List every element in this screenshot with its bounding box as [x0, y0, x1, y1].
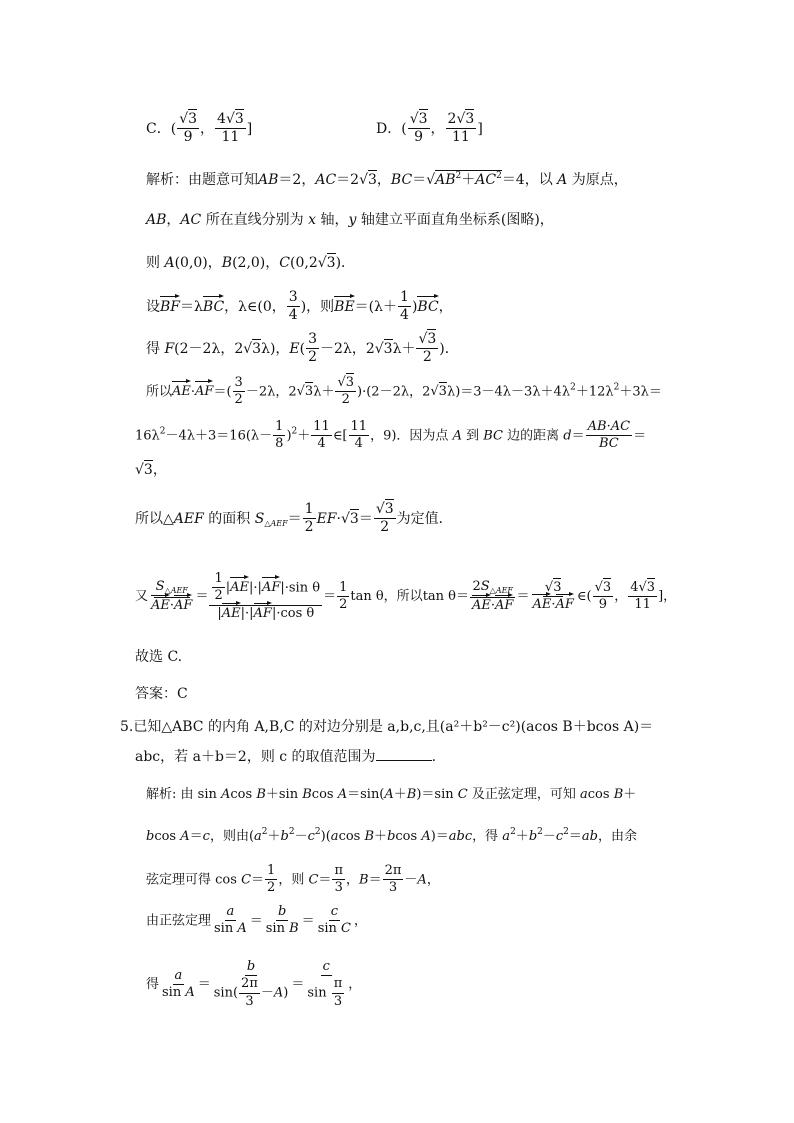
option-d-label: D．: [376, 120, 402, 137]
option-c-label: C．: [146, 120, 171, 137]
sol4-line6: 所以AE·AF＝( $\frac{3}{2}$ －2λ，2√ 3λ＋ √ $\frac{3}{2}$ )·(2－2λ，2√ $3\lambda)=3-4\lambda-3\lambda+4\lambda^2+12\lambda^2+3\lambda=$: [146, 376, 662, 408]
sol4-line4: 设BF＝λBC，λ∈(0， $\frac{3}{4}$ )，则BE＝(λ＋ $\frac{1}{4}$ )BC，: [146, 289, 453, 324]
sol4-line9: 所以△AEF 的面积 $S_{\triangle AEF}=$ $\frac{1}{2}$ EF·√ 3＝ √ $\frac{3}{2}$ 为定值．: [135, 502, 453, 536]
sol5-label: 解析:: [146, 787, 177, 802]
sol5-line4: 由正弦定理 $\frac{a}{\text{sin A}}$ ＝ $\frac{b}{\text{sin B}}$ ＝ $\frac{c}{\text{sin C}}$ ，: [146, 904, 367, 937]
sol5-line5: 得 $\frac{a}{\text{sin A}}$ ＝ b sin( $\frac{2\pi}{3}$ －A) ＝ c sin $\frac{\pi}{3}$ ，: [146, 959, 362, 1009]
sol4-line8: √ 3，: [135, 463, 167, 477]
sol5-line2: bcos A＝c，则由$(a^2+b^2-c^2)(acos$ B＋bcos A)＝abc，得 $a^2+b^2-c^2=ab$，由余: [146, 827, 638, 844]
option-d: D．( √ $\frac{3}{9}$ ， $\frac{2√ 3}{11}$ ]: [376, 112, 483, 146]
q5-stem-line2: abc，若 a＋b＝2，则 c 的取值范围为 .: [135, 749, 437, 765]
sol4-conclusion: 故选 C.: [135, 649, 183, 665]
sol4-line1: 解析：由题意可知AB＝2，AC＝2√ 3，BC＝√ $AB^2+AC^2=4$，以 A 为原点，: [146, 172, 628, 187]
answer-blank: [376, 760, 432, 761]
sol4-line7: $16\lambda^2-4\lambda+3=16(\lambda-$ $\frac{1}{8}$ )$^2$＋ $\frac{11}{4}$ ∈[ $\frac{11}{4}$ ，9)．因为点 A 到 BC 边的距离 d＝ $\frac{AB\cdot AC}{BC}$ ＝: [135, 419, 647, 452]
sol4-label: 解析：: [146, 172, 188, 188]
sol4-line10: 又 $\frac{S_{\triangle AEF}}{AE\cdot AF}$ ＝ $\frac{1}{2}$ |AE|·|AF|·sin θ |AE|·|AF|·cos θ ＝ $\frac{1}{2}$ tan θ，所以tan θ＝ $\frac{2S_{\triangle AEF}}{AE\cdot AF}$ ＝ √ $\frac{3}{AE\cdot AF}$ ∈( √ $\frac{3}{9}$ ， $\frac{4√ 3}{11}$ ]，: [135, 572, 676, 621]
sol4-answer: 答案：C: [135, 686, 188, 702]
sol4-line2: AB，AC 所在直线分别为 x 轴，y 轴建立平面直角坐标系(图略)，: [146, 212, 554, 228]
q5-stem-line1: 5.已知△ABC 的内角 A,B,C 的对边分别是 a,b,c,且(a²＋b²－c²)(acos B＋bcos A)＝: [120, 719, 654, 735]
option-c: C．( √ $\frac{3}{9}$ ， $\frac{4√ 3}{11}$ ]: [146, 112, 252, 146]
sol4-line5: 得 F(2－2λ，2√ 3λ)，E( $\frac{3}{2}$ －2λ，2√ 3λ＋ √ $\frac{3}{2}$ )．: [146, 332, 459, 366]
q5-number: 5.: [120, 719, 134, 735]
sol4-line3: 则 A(0,0)，B(2,0)，C(0,2√ 3)．: [146, 256, 355, 270]
sol5-line1: 解析: 由 sin Acos B＋sin Bcos A＝sin(A＋B)＝sin C 及正弦定理，可知 acos B＋: [146, 787, 637, 802]
sol5-line3: 弦定理可得 cos C＝ $\frac{1}{2}$ ，则 C＝ $\frac{\pi}{3}$ ，B＝ $\frac{2\pi}{3}$ －A，: [146, 863, 440, 896]
